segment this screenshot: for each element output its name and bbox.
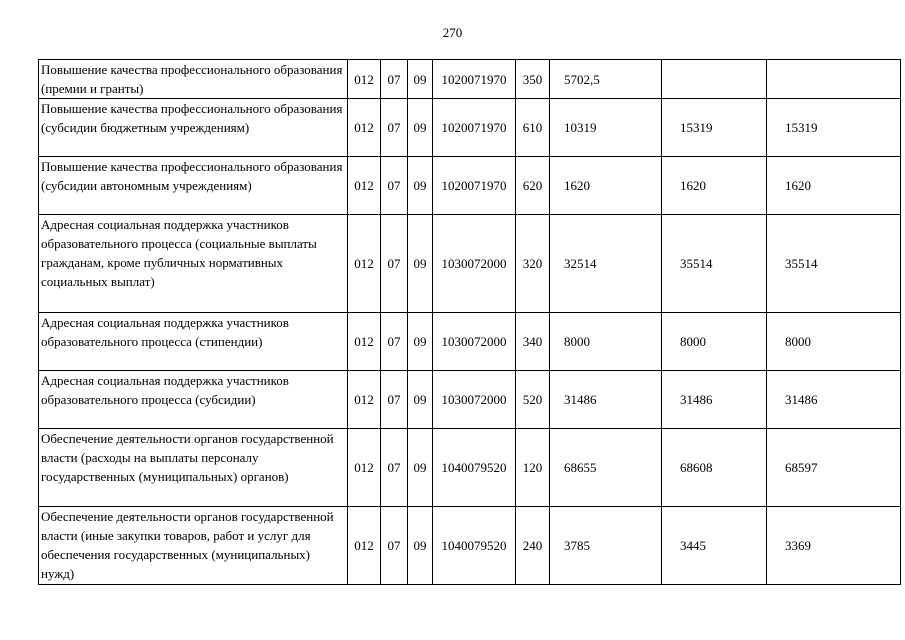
target-article-cell: 1020071970	[433, 60, 516, 99]
target-article-cell: 1020071970	[433, 99, 516, 157]
amount-year1-cell: 32514	[550, 215, 662, 313]
section-code-cell: 07	[381, 429, 408, 507]
amount-year2-cell: 35514	[662, 215, 767, 313]
section-code-cell: 07	[381, 371, 408, 429]
amount-year1-cell: 3785	[550, 507, 662, 585]
table-row	[39, 60, 901, 99]
subsection-code-cell: 09	[408, 60, 433, 99]
description-cell: Адресная социальная поддержка участников образовательного процесса (стипендии)	[39, 313, 348, 371]
subsection-code-cell: 09	[408, 215, 433, 313]
ministry-code-cell: 012	[348, 60, 381, 99]
ministry-code-cell: 012	[348, 215, 381, 313]
description-cell: Повышение качества профессионального образования (субсидии бюджетным учреждениям)	[39, 99, 348, 157]
ministry-code-cell: 012	[348, 429, 381, 507]
amount-year1-cell: 10319	[550, 99, 662, 157]
amount-year2-cell: 15319	[662, 99, 767, 157]
amount-year3-cell: 68597	[767, 429, 901, 507]
amount-year1-cell: 5702,5	[550, 60, 662, 99]
amount-year3-cell	[767, 60, 901, 99]
section-code-cell: 07	[381, 99, 408, 157]
subsection-code-cell: 09	[408, 371, 433, 429]
table-row	[39, 371, 901, 429]
subsection-code-cell: 09	[408, 313, 433, 371]
section-code-cell: 07	[381, 60, 408, 99]
table-row	[39, 507, 901, 585]
target-article-cell: 1020071970	[433, 157, 516, 215]
amount-year3-cell: 1620	[767, 157, 901, 215]
expense-type-cell: 520	[516, 371, 550, 429]
amount-year3-cell: 35514	[767, 215, 901, 313]
table-row	[39, 157, 901, 215]
ministry-code-cell: 012	[348, 99, 381, 157]
amount-year2-cell	[662, 60, 767, 99]
description-cell: Обеспечение деятельности органов государственной власти (расходы на выплаты персоналу государственных (муниципальных) органов)	[39, 429, 348, 507]
expense-type-cell: 620	[516, 157, 550, 215]
subsection-code-cell: 09	[408, 429, 433, 507]
description-cell: Обеспечение деятельности органов государственной власти (иные закупки товаров, работ и услуг для обеспечения государственных (муниципальных) нужд)	[39, 507, 348, 585]
expense-type-cell: 350	[516, 60, 550, 99]
page-number: 270	[442, 25, 463, 40]
section-code-cell: 07	[381, 313, 408, 371]
table-body	[39, 60, 901, 585]
amount-year2-cell: 8000	[662, 313, 767, 371]
table-row	[39, 313, 901, 371]
expense-type-cell: 340	[516, 313, 550, 371]
target-article-cell: 1040079520	[433, 507, 516, 585]
expense-type-cell: 610	[516, 99, 550, 157]
amount-year3-cell: 31486	[767, 371, 901, 429]
table-row	[39, 215, 901, 313]
section-code-cell: 07	[381, 507, 408, 585]
amount-year1-cell: 68655	[550, 429, 662, 507]
amount-year2-cell: 3445	[662, 507, 767, 585]
amount-year1-cell: 1620	[550, 157, 662, 215]
section-code-cell: 07	[381, 157, 408, 215]
subsection-code-cell: 09	[408, 99, 433, 157]
amount-year2-cell: 31486	[662, 371, 767, 429]
description-cell: Повышение качества профессионального образования (субсидии автономным учреждениям)	[39, 157, 348, 215]
budget-table	[38, 59, 901, 585]
table-row	[39, 99, 901, 157]
section-code-cell: 07	[381, 215, 408, 313]
amount-year1-cell: 31486	[550, 371, 662, 429]
amount-year3-cell: 15319	[767, 99, 901, 157]
expense-type-cell: 120	[516, 429, 550, 507]
subsection-code-cell: 09	[408, 507, 433, 585]
ministry-code-cell: 012	[348, 507, 381, 585]
ministry-code-cell: 012	[348, 371, 381, 429]
table-row	[39, 429, 901, 507]
expense-type-cell: 320	[516, 215, 550, 313]
description-cell: Повышение качества профессионального образования (премии и гранты)	[39, 60, 348, 99]
amount-year2-cell: 1620	[662, 157, 767, 215]
amount-year3-cell: 3369	[767, 507, 901, 585]
expense-type-cell: 240	[516, 507, 550, 585]
description-cell: Адресная социальная поддержка участников образовательного процесса (субсидии)	[39, 371, 348, 429]
ministry-code-cell: 012	[348, 157, 381, 215]
target-article-cell: 1030072000	[433, 371, 516, 429]
target-article-cell: 1040079520	[433, 429, 516, 507]
amount-year1-cell: 8000	[550, 313, 662, 371]
ministry-code-cell: 012	[348, 313, 381, 371]
target-article-cell: 1030072000	[433, 215, 516, 313]
description-cell: Адресная социальная поддержка участников образовательного процесса (социальные выплаты гражданам, кроме публичных нормативных социальных выплат)	[39, 215, 348, 313]
subsection-code-cell: 09	[408, 157, 433, 215]
amount-year2-cell: 68608	[662, 429, 767, 507]
amount-year3-cell: 8000	[767, 313, 901, 371]
target-article-cell: 1030072000	[433, 313, 516, 371]
